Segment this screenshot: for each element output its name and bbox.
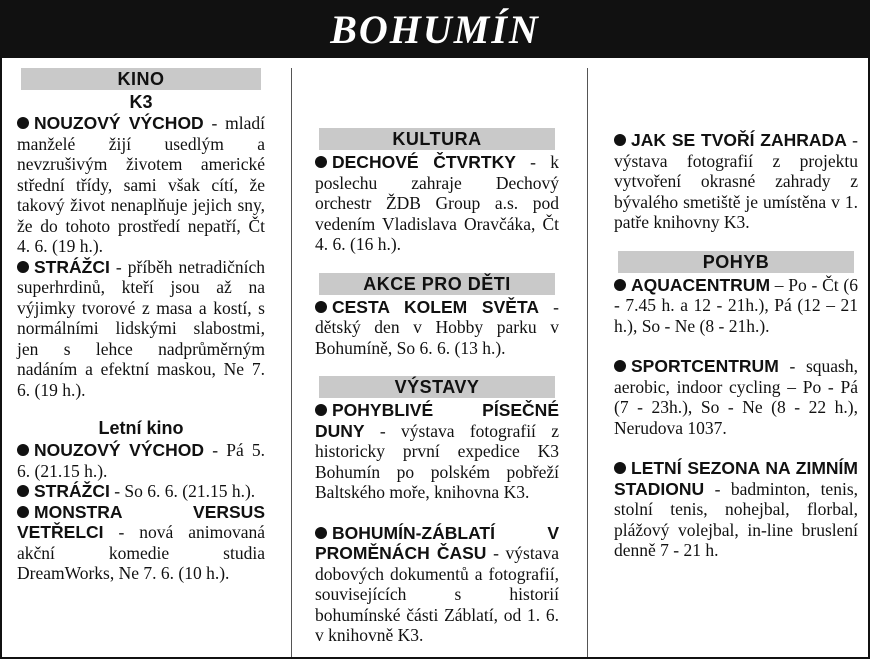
- bullet-icon: [17, 261, 29, 273]
- column-2: [315, 64, 559, 646]
- listing-item: BOHUMÍN-ZÁBLATÍ V PROMĚNÁCH ČASU - výstava dobových dokumentů a fotografií, souvisejících s historií bohumínské části Záblatí, od 1. 6. v knihovně K3.: [315, 522, 559, 645]
- bullet-icon: [614, 462, 626, 474]
- listing-item: STRÁŽCI - příběh netradičních superhrdinů, kteří jsou až na výjimky tvorové z masa a kostí, s normálními lidskými slabostmi, jen s lehce nadprůměrným nadáním a efektní maskou, Ne 7. 6. (19 h.).: [17, 256, 265, 400]
- listing-item: LETNÍ SEZONA NA ZIMNÍM STADIONU - badminton, tenis, stolní tenis, nohejbal, florbal, plážový volejbal, in-line bruslení denně 7 - 21 h.: [614, 458, 858, 560]
- column-3: [614, 64, 858, 561]
- bullet-icon: [614, 279, 626, 291]
- section-heading-vystavy: VÝSTAVY: [319, 376, 555, 398]
- listing-item: CESTA KOLEM SVĚTA - dětský den v Hobby parku v Bohumíně, So 6. 6. (13 h.).: [315, 296, 559, 358]
- bullet-icon: [17, 485, 29, 497]
- listing-item: JAK SE TVOŘÍ ZAHRADA - výstava fotografií z projektu vytvoření okrasné zahrady z bývalého smetiště je umístěna v 1. patře knihovny K3.: [614, 130, 858, 232]
- listing-item: NOUZOVÝ VÝCHOD - mladí manželé žijí usedlým a nevzrušivým životem americké střední třídy, sami však cítí, že takový život nenaplňuje jejich sny, že do tohoto prostředí nepatří, Čt 4. 6. (19 h.).: [17, 113, 265, 256]
- bullet-icon: [315, 404, 327, 416]
- bullet-icon: [614, 360, 626, 372]
- bullet-icon: [315, 301, 327, 313]
- venue-label: K3: [129, 92, 153, 112]
- page-title: BOHUMÍN: [2, 2, 868, 58]
- listing-item: AQUACENTRUM – Po - Čt (6 - 7.45 h. a 12 - 21h.), Pá (12 – 21 h.), So - Ne (8 - 21h.).: [614, 274, 858, 336]
- section-heading-akce-pro-deti: AKCE PRO DĚTI: [319, 273, 555, 295]
- bullet-icon: [315, 527, 327, 539]
- section-heading-letni-kino: Letní kino: [98, 418, 184, 438]
- section-heading-kultura: KULTURA: [319, 128, 555, 150]
- listing-item: POHYBLIVÉ PÍSEČNÉ DUNY - výstava fotografií z historicky první expedice K3 Bohumín po polském pobřeží Baltského moře, knihovna K3.: [315, 400, 559, 502]
- listing-item: DECHOVÉ ČTVRTKY - k poslechu zahraje Dechový orchestr ŽDB Group a.s. pod vedením Vladislava Oravčáka, Čt 4. 6. (16 h.).: [315, 152, 559, 254]
- listing-item: SPORTCENTRUM - squash, aerobic, indoor cycling – Po - Pá (7 - 23h.), So - Ne (8 - 22 h.), Nerudova 1037.: [614, 356, 858, 438]
- section-heading-pohyb: POHYB: [618, 251, 854, 273]
- column-divider: [291, 68, 292, 658]
- column-1: [17, 64, 265, 584]
- continued-text-spacer: [614, 64, 858, 130]
- section-heading-kino: KINO: [21, 68, 261, 90]
- column-divider: [587, 68, 588, 658]
- listing-item: NOUZOVÝ VÝCHOD - Pá 5. 6. (21.15 h.).: [17, 440, 265, 481]
- bullet-icon: [17, 117, 29, 129]
- bullet-icon: [315, 156, 327, 168]
- continued-text-spacer: [315, 64, 559, 112]
- bullet-icon: [614, 134, 626, 146]
- bullet-icon: [17, 506, 29, 518]
- bullet-icon: [17, 444, 29, 456]
- listing-item: MONSTRA VERSUS VETŘELCI - nová animovaná akční komedie studia DreamWorks, Ne 7. 6. (10 h.).: [17, 501, 265, 583]
- listing-item: STRÁŽCI - So 6. 6. (21.15 h.).: [17, 481, 265, 502]
